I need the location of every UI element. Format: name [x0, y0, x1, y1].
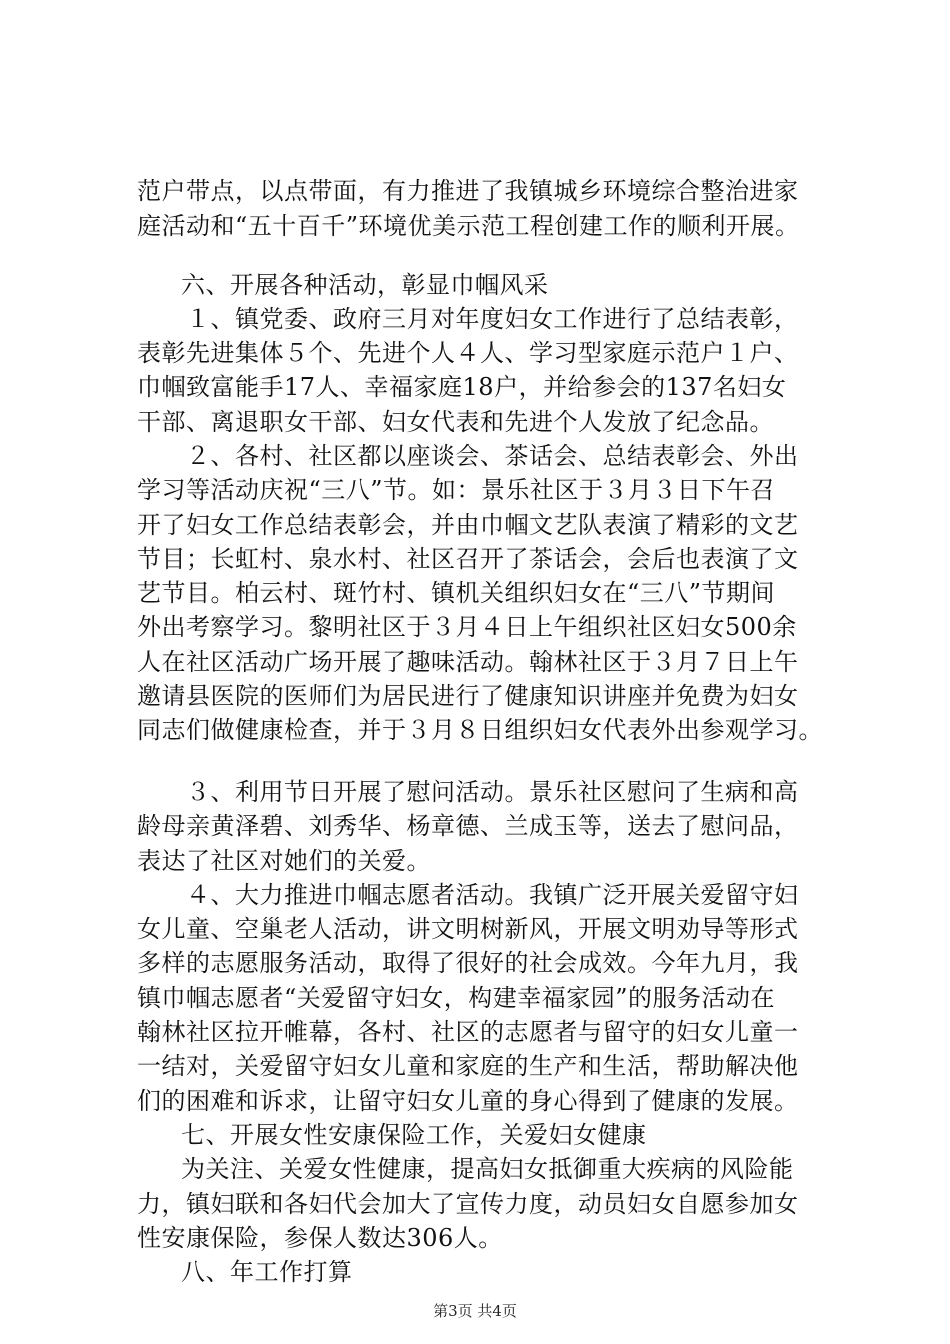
paragraph-line: 镇巾帼志愿者“关爱留守妇女，构建幸福家园”的服务活动在 [137, 984, 776, 1012]
paragraph-line: 外出考察学习。黎明社区于３月４日上午组织社区妇女500余 [137, 613, 797, 641]
paragraph-line: 翰林社区拉开帷幕，各村、社区的志愿者与留守的妇女儿童一 [137, 1018, 799, 1046]
page-number-footer: 第3页 共4页 [433, 1302, 517, 1320]
paragraph-line: 邀请县医院的医师们为居民进行了健康知识讲座并免费为妇女 [137, 682, 799, 710]
paragraph-line: 多样的志愿服务活动，取得了很好的社会成效。今年九月，我 [137, 949, 799, 977]
paragraph-line: 开了妇女工作总结表彰会，并由巾帼文艺队表演了精彩的文艺 [137, 511, 799, 539]
paragraph-line: 们的困难和诉求，让留守妇女儿童的身心得到了健康的发展。 [137, 1087, 799, 1115]
paragraph-line: 学习等活动庆祝“三八”节。如：景乐社区于３月３日下午召 [137, 476, 776, 504]
paragraph-line: 为关注、关爱女性健康，提高妇女抵御重大疾病的风险能 [181, 1155, 794, 1183]
paragraph-line: 一结对，关爱留守妇女儿童和家庭的生产和生活，帮助解决他 [137, 1052, 799, 1080]
paragraph-line: 同志们做健康检查，并于３月８日组织妇女代表外出参观学习。 [137, 716, 823, 744]
paragraph-line: ４、大力推进巾帼志愿者活动。我镇广泛开展关爱留守妇 [186, 881, 799, 909]
paragraph-line: 人在社区活动广场开展了趣味活动。翰林社区于３月７日上午 [137, 648, 799, 676]
paragraph-line: 节目；长虹村、泉水村、社区召开了茶话会，会后也表演了文 [137, 545, 799, 573]
paragraph-line: 表彰先进集体５个、先进个人４人、学习型家庭示范户１户、 [137, 339, 799, 367]
paragraph-line: 龄母亲黄泽碧、刘秀华、杨章德、兰成玉等，送去了慰问品， [137, 812, 799, 840]
paragraph-line: 庭活动和“五十百千”环境优美示范工程创建工作的顺利开展。 [137, 212, 800, 240]
paragraph-line: ２、各村、社区都以座谈会、茶话会、总结表彰会、外出 [186, 442, 799, 470]
paragraph-line: 力，镇妇联和各妇代会加大了宣传力度，动员妇女自愿参加女 [137, 1190, 799, 1218]
paragraph-line: 干部、离退职女干部、妇女代表和先进个人发放了纪念品。 [137, 408, 774, 436]
section-heading-7: 七、开展女性安康保险工作，关爱妇女健康 [181, 1121, 647, 1149]
section-heading-8: 八、年工作打算 [181, 1258, 353, 1286]
paragraph-line: 性安康保险，参保人数达306人。 [137, 1224, 503, 1252]
paragraph-line: １、镇党委、政府三月对年度妇女工作进行了总结表彰， [186, 305, 799, 333]
paragraph-line: 范户带点，以点带面，有力推进了我镇城乡环境综合整治进家 [137, 177, 799, 205]
paragraph-line: 表达了社区对她们的关爱。 [137, 847, 431, 875]
section-heading-6: 六、开展各种活动，彰显巾帼风采 [181, 271, 549, 299]
paragraph-line: 艺节目。柏云村、斑竹村、镇机关组织妇女在“三八”节期间 [137, 579, 776, 607]
paragraph-line: 巾帼致富能手17人、幸福家庭18户，并给参会的137名妇女 [137, 373, 787, 401]
paragraph-line: ３、利用节日开展了慰问活动。景乐社区慰问了生病和高 [186, 778, 799, 806]
paragraph-line: 女儿童、空巢老人活动，讲文明树新风，开展文明劝导等形式 [137, 915, 799, 943]
